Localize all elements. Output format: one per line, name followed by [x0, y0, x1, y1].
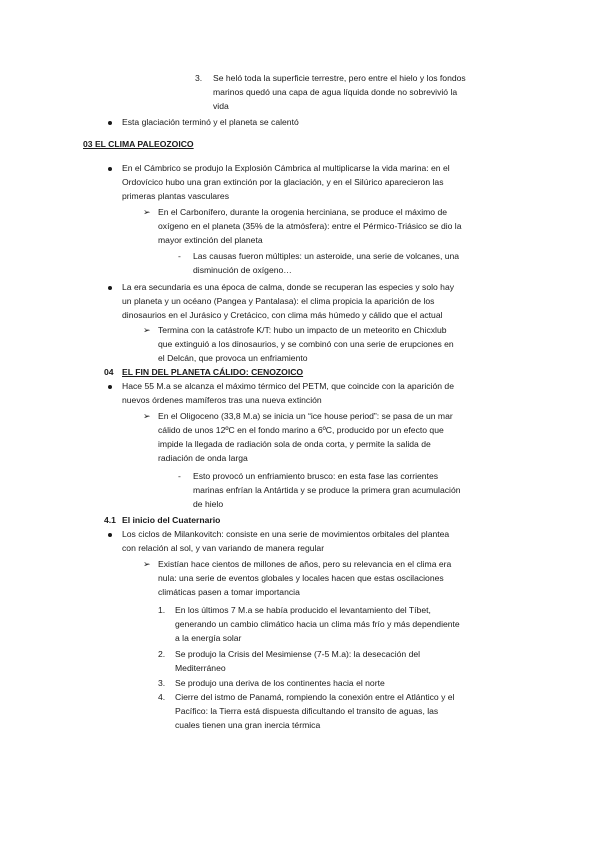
paragraph-line: impide la llegada de radiación sola de onda corta, y permite la salida de [158, 439, 431, 449]
paragraph-line: nuevos órdenes mamíferos tras una nueva extinción [122, 395, 322, 405]
paragraph-line: Termina con la catástrofe K/T: hubo un impacto de un meteorito en Chicxlub [158, 325, 447, 335]
paragraph-line: Cierre del istmo de Panamá, rompiendo la conexión entre el Atlántico y el [175, 692, 455, 702]
paragraph-line: Se produjo la Crisis del Mesimiense (7-5 M.a): la desecación del [175, 649, 421, 659]
paragraph-line: cálido de unos 12ºC en el fondo marino a 6ºC, producido por un efecto que [158, 425, 444, 435]
dash-bullet-icon: - [178, 251, 181, 261]
paragraph-line: mayor extinción del planeta [158, 235, 263, 245]
paragraph-line: con relación al sol, y van variando de manera regular [122, 543, 325, 553]
bullet-icon [108, 533, 112, 537]
dash-bullet-icon: - [178, 471, 181, 481]
paragraph-line: dinosaurios en el Jurásico y Cretácico, con clima más húmedo y cálido que el actual [122, 310, 443, 320]
bullet-icon [108, 121, 112, 125]
bullet-icon [108, 385, 112, 389]
section-number: 4.1 [104, 515, 116, 525]
paragraph-line: marinos quedó una capa de agua líquida donde no sobrevivió la [213, 87, 458, 97]
bullet-icon [108, 286, 112, 290]
paragraph-line: generando un cambio climático hacia un clima más frío y más dependiente [175, 619, 460, 629]
bullet-icon [108, 167, 112, 171]
paragraph-line: Esto provocó un enfriamiento brusco: en esta fase las corrientes [193, 471, 439, 481]
list-number: 3. [195, 73, 203, 83]
paragraph-line: Las causas fueron múltiples: un asteroide, una serie de volcanes, una [193, 251, 460, 261]
paragraph-line: Hace 55 M.a se alcanza el máximo térmico del PETM, que coincide con la aparición de [122, 381, 454, 391]
paragraph-line: En el Cámbrico se produjo la Explosión Cámbrica al multiplicarse la vida marina: en el [122, 163, 450, 173]
paragraph-line: En el Oligoceno (33,8 M.a) se inicia un “ice house period”: se pasa de un mar [158, 411, 453, 421]
paragraph-line: Esta glaciación terminó y el planeta se calentó [122, 117, 299, 127]
paragraph-line: En los últimos 7 M.a se había producido el levantamiento del Tíbet, [175, 605, 431, 615]
paragraph-line: de hielo [193, 499, 224, 509]
paragraph-line: radiación de onda larga [158, 453, 248, 463]
paragraph-line: La era secundaria es una época de calma, donde se recuperan las especies y solo hay [122, 282, 455, 292]
paragraph-line: un planeta y un océano (Pangea y Pantalasa): el clima propicia la aparición de los [122, 296, 435, 306]
paragraph-line: a la energía solar [175, 633, 242, 643]
list-number: 4. [158, 692, 166, 702]
paragraph-line: primeras plantas vasculares [122, 191, 229, 201]
arrow-bullet-icon: ➢ [143, 207, 151, 217]
paragraph-line: Se produjo una deriva de los continentes hacia el norte [175, 678, 385, 688]
section-number: 04 [104, 367, 114, 377]
paragraph-line: el Delcán, que provoca un enfriamiento [158, 353, 308, 363]
arrow-bullet-icon: ➢ [143, 559, 151, 569]
paragraph-line: climáticas pasen a tomar importancia [158, 587, 300, 597]
paragraph-line: cuales tienen una gran inercia térmica [175, 720, 321, 730]
paragraph-line: disminución de oxígeno… [193, 265, 292, 275]
section-heading: 03 EL CLIMA PALEOZOICO [83, 139, 194, 149]
paragraph-line: que extinguió a los dinosaurios, y se combinó con una serie de erupciones en [158, 339, 454, 349]
paragraph-line: Los ciclos de Milankovitch: consiste en una serie de movimientos orbitales del plantea [122, 529, 450, 539]
paragraph-line: En el Carbonífero, durante la orogenia herciniana, se produce el máximo de [158, 207, 448, 217]
paragraph-line: Ordovícico hubo una gran extinción por la glaciación, y en el Silúrico aparecieron las [122, 177, 444, 187]
arrow-bullet-icon: ➢ [143, 325, 151, 335]
list-number: 3. [158, 678, 166, 688]
paragraph-line: nula: una serie de eventos globales y locales hacen que estas oscilaciones [158, 573, 444, 583]
paragraph-line: oxígeno en el planeta (35% de la atmósfera): entre el Pérmico-Triásico se dio la [158, 221, 462, 231]
arrow-bullet-icon: ➢ [143, 411, 151, 421]
list-number: 1. [158, 605, 166, 615]
list-number: 2. [158, 649, 166, 659]
paragraph-line: Se heló toda la superficie terrestre, pero entre el hielo y los fondos [213, 73, 466, 83]
section-heading: EL FIN DEL PLANETA CÁLIDO: CENOZOICO [122, 367, 304, 377]
paragraph-line: vida [213, 101, 229, 111]
paragraph-line: Existían hace cientos de millones de años, pero su relevancia en el clima era [158, 559, 452, 569]
section-heading: El inicio del Cuaternario [122, 515, 221, 525]
paragraph-line: Mediterráneo [175, 663, 226, 673]
paragraph-line: marinas enfrían la Antártida y se produce la primera gran acumulación [193, 485, 461, 495]
paragraph-line: Pacífico: la Tierra está dispuesta dificultando el transito de aguas, las [175, 706, 439, 716]
